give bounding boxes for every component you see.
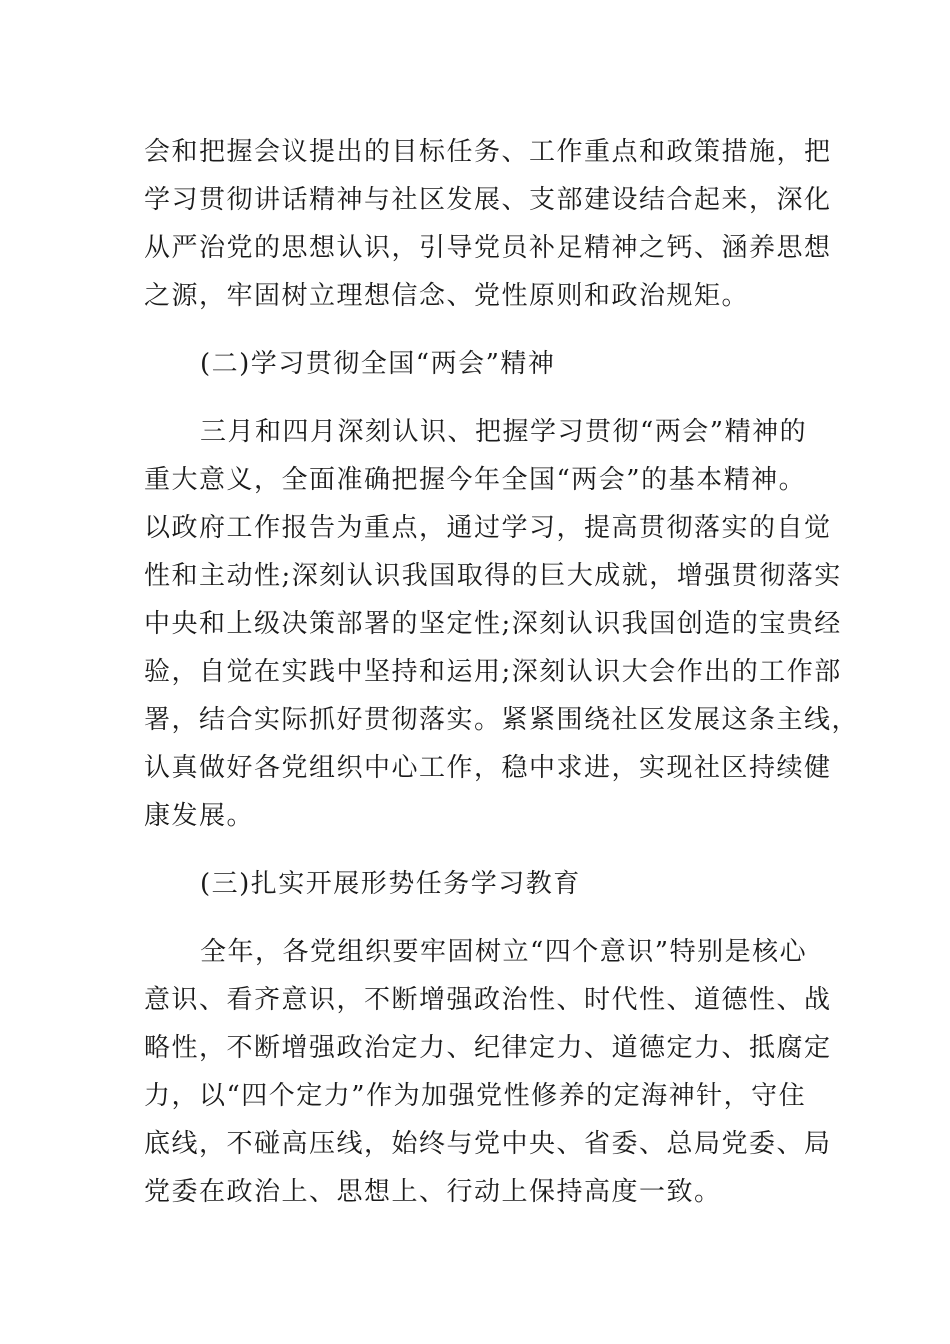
- paragraph-line: 党委在政治上、思想上、行动上保持高度一致。: [144, 1177, 722, 1207]
- paragraph-gap: [144, 908, 804, 928]
- paragraph-line: 三月和四月深刻认识、把握学习贯彻“两会”精神的: [200, 417, 808, 447]
- paragraph-3: [144, 928, 832, 1216]
- paragraph-line: 学习贯彻讲话精神与社区发展、支部建设结合起来，深化: [144, 185, 832, 215]
- paragraph-line: 中央和上级决策部署的坚定性;深刻认识我国创造的宝贵经: [144, 609, 842, 639]
- section-heading-3: (三)扎实开展形势任务学习教育: [200, 869, 581, 899]
- paragraph-line: 署，结合实际抓好贯彻落实。紧紧围绕社区发展这条主线，: [144, 705, 860, 735]
- paragraph-line: 验，自觉在实践中坚持和运用;深刻认识大会作出的工作部: [144, 657, 842, 687]
- paragraph-1: [144, 128, 832, 320]
- paragraph-line: 底线，不碰高压线，始终与党中央、省委、总局党委、局: [144, 1129, 832, 1159]
- paragraph-line: 从严治党的思想认识，引导党员补足精神之钙、涵养思想: [144, 233, 832, 263]
- paragraph-line: 力，以“四个定力”作为加强党性修养的定海神针，守住: [144, 1081, 807, 1111]
- paragraph-line: 之源，牢固树立理想信念、党性原则和政治规矩。: [144, 281, 750, 311]
- paragraph-line: 认真做好各党组织中心工作，稳中求进，实现社区持续健: [144, 753, 832, 783]
- paragraph-gap: [144, 388, 804, 408]
- paragraph-line: 重大意义，全面准确把握今年全国“两会”的基本精神。: [144, 465, 807, 495]
- paragraph-line: 意识、看齐意识，不断增强政治性、时代性、道德性、战: [144, 985, 832, 1015]
- paragraph-line: 康发展。: [144, 801, 255, 831]
- paragraph-line: 略性，不断增强政治定力、纪律定力、道德定力、抵腐定: [144, 1033, 832, 1063]
- paragraph-2: [144, 408, 860, 840]
- paragraph-line: 性和主动性;深刻认识我国取得的巨大成就，增强贯彻落实: [144, 561, 842, 591]
- paragraph-line: 以政府工作报告为重点，通过学习，提高贯彻落实的自觉: [144, 513, 832, 543]
- paragraph-gap: [144, 320, 804, 340]
- paragraph-line: 全年，各党组织要牢固树立“四个意识”特别是核心: [200, 937, 808, 967]
- paragraph-gap: [144, 840, 804, 860]
- section-heading-2: (二)学习贯彻全国“两会”精神: [200, 349, 556, 379]
- document-body: [144, 128, 860, 1216]
- paragraph-line: 会和把握会议提出的目标任务、工作重点和政策措施，把: [144, 137, 832, 167]
